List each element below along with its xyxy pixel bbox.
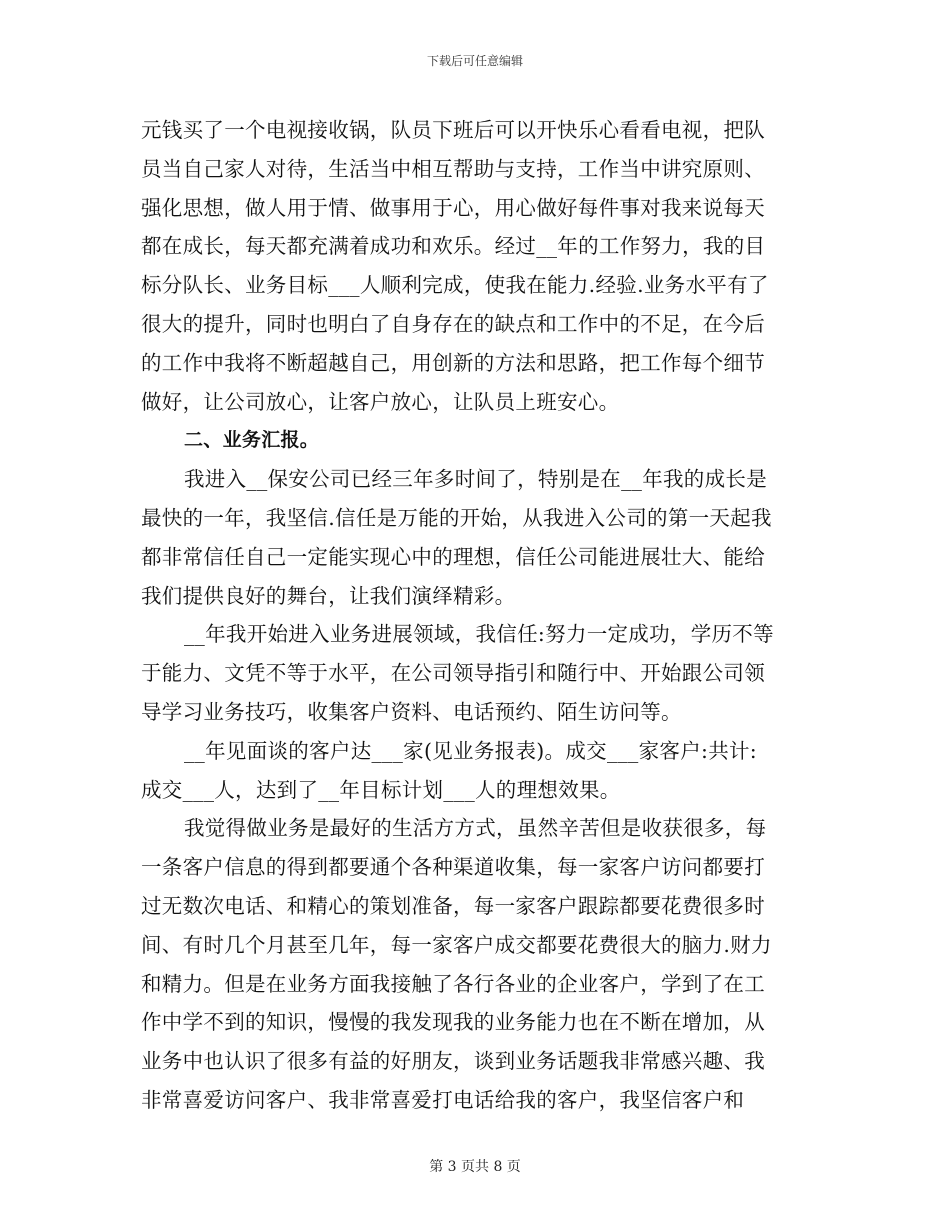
text-line: 和精力。但是在业务方面我接触了各行各业的企业客户，学到了在工 — [141, 971, 765, 996]
text-line: 员当自己家人对待，生活当中相互帮助与支持，工作当中讲究原则、 — [141, 156, 765, 181]
text-line: 最快的一年，我坚信.信任是万能的开始，从我进入公司的第一天起我 — [141, 505, 772, 530]
text-line: 我们提供良好的舞台，让我们演绎精彩。 — [141, 583, 516, 608]
text-line: 业务中也认识了很多有益的好朋友，谈到业务话题我非常感兴趣、我 — [141, 1049, 765, 1074]
text-line: 过无数次电话、和精心的策划准备，每一家客户跟踪都要花费很多时 — [141, 893, 765, 918]
text-line: 强化思想，做人用于情、做事用于心，用心做好每件事对我来说每天 — [141, 195, 765, 220]
text-line: 我进入__保安公司已经三年多时间了，特别是在__年我的成长是 — [184, 467, 767, 492]
text-line: 于能力、文凭不等于水平，在公司领导指引和随行中、开始跟公司领 — [141, 661, 765, 686]
text-line: 做好，让公司放心，让客户放心，让队员上班安心。 — [141, 389, 620, 414]
text-line: 非常喜爱访问客户、我非常喜爱打电话给我的客户，我坚信客户和 — [141, 1087, 745, 1112]
text-line: 我觉得做业务是最好的生活方方式，虽然辛苦但是收获很多，每 — [184, 816, 767, 841]
text-line: 很大的提升，同时也明白了自身存在的缺点和工作中的不足，在今后 — [141, 311, 765, 336]
page-number: 第 3 页共 8 页 — [429, 1159, 521, 1175]
text-line: 导学习业务技巧，收集客户资料、电话预约、陌生访问等。 — [141, 699, 682, 724]
text-line: 一条客户信息的得到都要通个各种渠道收集，每一家客户访问都要打 — [141, 855, 765, 880]
text-line: 标分队长、业务目标___人顺利完成，使我在能力.经验.业务水平有了 — [141, 273, 769, 298]
text-line: 的工作中我将不断超越自己，用创新的方法和思路，把工作每个细节 — [141, 350, 765, 375]
text-line: 元钱买了一个电视接收锅，队员下班后可以开快乐心看看电视，把队 — [141, 118, 765, 142]
document-body — [141, 111, 801, 1120]
text-line: 作中学不到的知识，慢慢的我发现我的业务能力也在不断在增加，从 — [141, 1010, 765, 1035]
text-line: 都非常信任自己一定能实现心中的理想，信任公司能进展壮大、能给 — [141, 544, 765, 569]
text-line: __年见面谈的客户达___家(见业务报表)。成交___家客户:共计: — [184, 738, 758, 763]
text-line: 间、有时几个月甚至几年，每一家客户成交都要花费很大的脑力.财力 — [141, 932, 772, 957]
text-line: 都在成长，每天都充满着成功和欢乐。经过__年的工作努力，我的目 — [141, 234, 766, 259]
page-header: 下载后可任意编辑 — [426, 54, 523, 68]
section-heading: 二、业务汇报。 — [184, 429, 320, 452]
text-line: 成交___人，达到了__年目标计划___人的理想效果。 — [141, 777, 621, 802]
text-line: __年我开始进入业务进展领域，我信任:努力一定成功，学历不等 — [184, 622, 774, 647]
